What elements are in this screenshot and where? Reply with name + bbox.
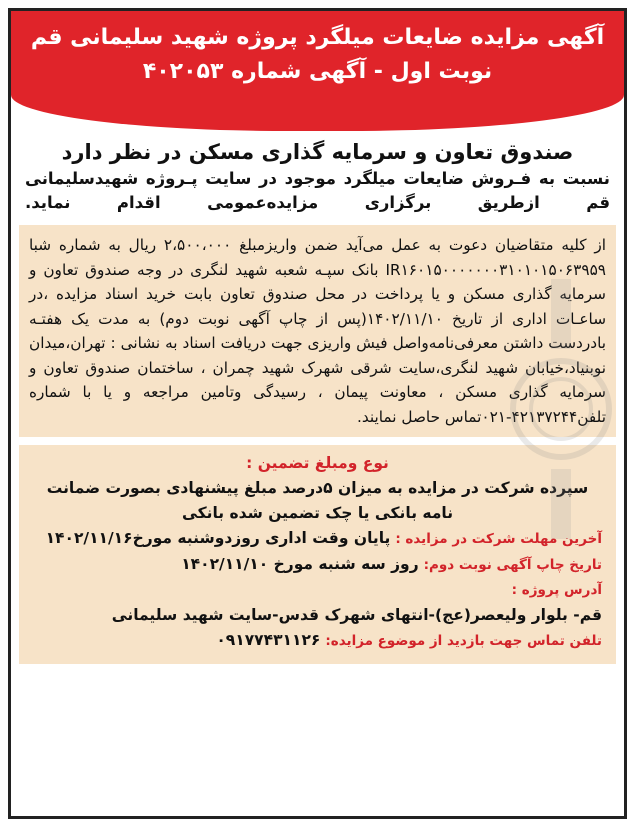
auction-notice — [8, 8, 627, 819]
guarantee-text: سپرده شرکت در مزایده به میزان ۵درصد مبلغ پیشنهادی بصورت ضمانت نامه بانکی یا چک تضمین شده بانکی — [46, 479, 589, 522]
guarantee-label: نوع ومبلغ تضمین : — [246, 454, 389, 472]
phone-row — [33, 628, 602, 654]
details-box — [19, 445, 616, 664]
second-print-text: روز سه شنبه مورخ ۱۴۰۲/۱۱/۱۰ — [181, 555, 419, 573]
main-text-box — [19, 225, 616, 437]
main-paragraph: از کلیه متقاضیان دعوت به عمل می‌آید ضمن واریزمبلغ ۲،۵۰۰،۰۰۰ ریال به شماره شبا IR۱۶۰۱۵۰۰۰۰۰۰۰۳۱۰۱۰۱۵۰۶۳۹۵۹ بانک سپـه شعبه شهید لنگری در وجه صندوق تعاون و سرمایه گذاری مسکن و یا پرداخت در محل صندوق تعاون بابت خرید اسناد مزایده ،در ساعـات اداری از تاریخ ۱۴۰۲/۱۱/۱۰(پس از چاپ آگهی نوبت دوم) به مدت یک هفتـه بادردست داشتن معرفی‌نامه‌واصل فیش واریزی جهت دریافت اسناد به نشانی : تهران،میدان نوبنیاد،خیابان شهید لنگری،سایت شرقی شهرک شهید چمران ، ساختمان صندوق تعاون و سرمایه گذاری مسکن ، معاونت پیمان ، رسیدگی وتامین مراجعه و یا با شماره تلفن۴۲۱۳۷۲۴۴-۰۲۱تماس حاصل نمایند. — [29, 236, 607, 426]
address-label: آدرس پروژه : — [511, 582, 602, 598]
phone-number: ۰۹۱۷۷۴۳۱۱۲۶ — [216, 631, 321, 649]
notice-subtitle: نوبت اول - آگهی شماره ۴۰۲۰۵۳ — [142, 59, 493, 84]
organization-statement: صندوق تعاون و سرمایه گذاری مسکن در نظر دارد — [61, 140, 574, 164]
intro-section — [11, 131, 624, 219]
second-print-label: تاریخ چاپ آگهی نوبت دوم: — [423, 557, 602, 573]
deadline-label: آخرین مهلت شرکت در مزایده : — [395, 531, 602, 547]
header-banner — [11, 11, 624, 131]
intro-body: نسبت به فـروش ضایعات میلگرد موجود در سایت پـروژه شهیدسلیمانی قم ازطریق برگزاری مزایده‌عمومی اقدام نماید. — [25, 169, 610, 212]
phone-label: تلفن تماس جهت بازدید از موضوع مزایده: — [325, 633, 602, 649]
notice-title: آگهی مزایده ضایعات میلگرد پروژه شهید سلیمانی قم — [30, 25, 605, 50]
deadline-text: پایان وقت اداری روزدوشنبه مورخ۱۴۰۲/۱۱/۱۶ — [45, 529, 391, 547]
deadline-row — [33, 526, 602, 552]
address-text: قم- بلوار ولیعصر(عج)-انتهای شهرک قدس-سایت شهید سلیمانی — [111, 606, 602, 624]
second-print-row — [33, 552, 602, 578]
